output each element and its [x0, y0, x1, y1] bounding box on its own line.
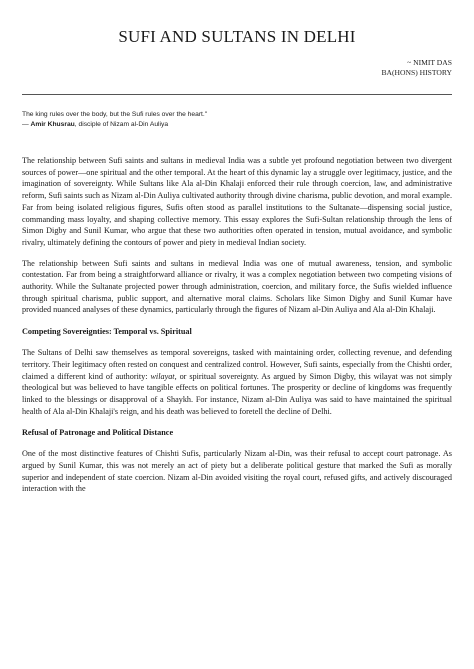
paragraph-text-part: , or spiritual sovereignty. As argued by Simon Digby, this wilayat was not simply theological but was believed to have tangible effects on political fortunes. The prosperity or decline of kingdoms was frequently linked to the blessings or disapproval of a Shaykh. For instance, Nizam al-Din Auliya was said to have maintained the spiritual health of Ala al-Din Khalaji's reign, and his death was believed to foretell the decline of Delhi. [22, 371, 452, 416]
author-name: ~ NIMIT DAS [407, 58, 452, 67]
body-paragraph-patronage: One of the most distinctive features of Chishti Sufis, particularly Nizam al-Din, was their refusal to accept court patronage. As argued by Sunil Kumar, this was not merely an act of piety but a deliberate political gesture that marked the Sufi as morally superior and independent of state coercion. Nizam al-Din avoided visiting the royal court, refused gifts, and actively discouraged interaction with the [22, 449, 452, 494]
author-block [22, 58, 452, 78]
epigraph-author: Amir Khusrau [30, 120, 75, 128]
epigraph [22, 110, 452, 129]
body-paragraph-relationship: The relationship between Sufi saints and sultans in medieval India was one of mutual awareness, tension, and symbolic contestation. Far from being a straightforward alliance or rivalry, it was a complex negotiation between two competing visions of authority. While the Sultanate projected power through administration, coercion, and military force, the Sufis wielded influence through spiritual charisma, public support, and alternative moral claims. Scholars like Simon Digby and Sunil Kumar have provided nuanced analyses of these dynamics, particularly through the figures of Nizam al-Din Auliya and Ala al-Din Khalaji. [22, 258, 452, 315]
body-paragraph-intro: The relationship between Sufi saints and sultans in medieval India was a subtle yet profound negotiation between two divergent sources of power—one spiritual and the other temporal. At the heart of this dynamic lay a struggle over legitimacy, justice, and the imagination of sovereignty. While Sultans like Ala al-Din Khalaji enforced their rule through coercion, law, and administrative reform, Sufi saints such as Nizam al-Din Auliya cultivated authority through divine charisma, public devotion, and moral example. Far from being isolated religious figures, Sufis often stood as parallel institutions to the Sultanate—dispensing social justice, commanding mass loyalty, and shaping collective memory. This essay explores the Sufi-Sultan relationship through the lens of Simon Digby and Sunil Kumar, who argue that these two authorities often operated in tension, mutual avoidance, and symbolic rivalry, ultimately defining the contours of power and piety in medieval Indian society. [22, 156, 452, 247]
document-title: SUFI AND SULTANS IN DELHI [118, 27, 356, 46]
epigraph-author-description: , disciple of Nizam al-Din Auliya [74, 120, 169, 128]
epigraph-attribution [22, 120, 452, 130]
section-heading-refusal-of-patronage: Refusal of Patronage and Political Distance [22, 428, 174, 438]
author-program: BA(HONS) HISTORY [381, 68, 452, 77]
section-heading-competing-sovereignties: Competing Sovereignties: Temporal vs. Spiritual [22, 327, 192, 337]
italic-term-wilayat: wilayat [150, 371, 175, 381]
paragraph-text-part: The Sultans of Delhi saw themselves as temporal sovereigns, tasked with maintaining order, collecting revenue, and defending territory. Their legitimacy often rested on conquest and centralized control. However, Sufi saints, especially from the Chishti order, claimed a different kind of authority: [22, 348, 452, 381]
horizontal-divider [22, 94, 452, 95]
body-paragraph-sovereignties [22, 347, 452, 417]
epigraph-quote: The king rules over the body, but the Sufi rules over the heart." [22, 111, 208, 118]
epigraph-dash: — [22, 120, 31, 128]
